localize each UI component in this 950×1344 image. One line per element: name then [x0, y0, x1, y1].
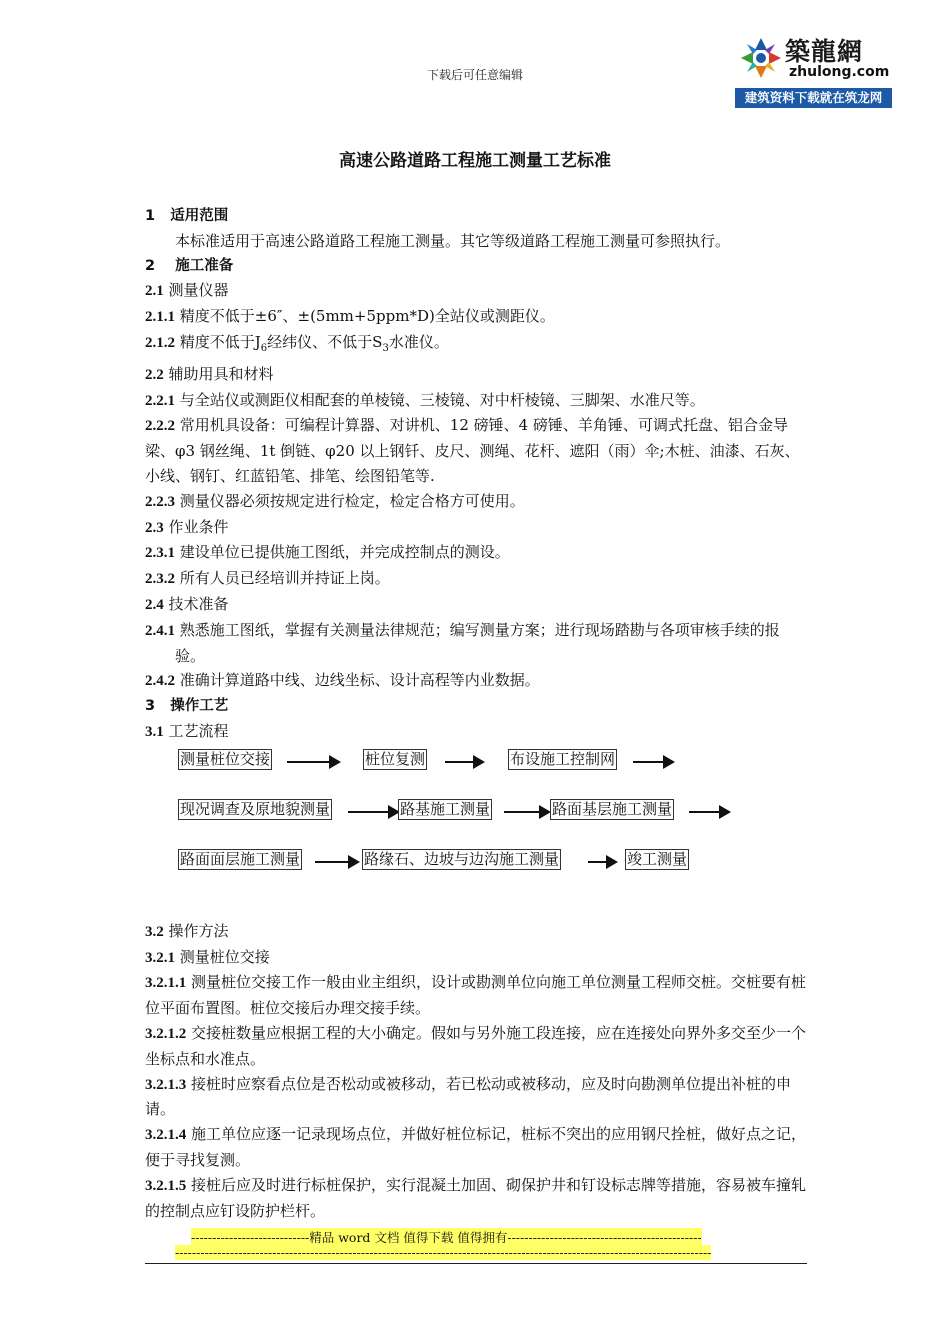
clause-number: 3.2.1.2	[145, 1025, 187, 1042]
clause-text: 操作方法	[163, 921, 229, 940]
clause-number: 2.3.2	[145, 571, 175, 588]
clause-3-2-1-1	[145, 970, 807, 1021]
clause-text: 辅助用具和材料	[168, 364, 274, 383]
subscript: 6	[260, 342, 268, 354]
logo-english-text: zhulong.com	[789, 64, 890, 80]
clause-3-2-1-3	[145, 1072, 807, 1123]
clause-number: 3.2.1.5	[145, 1177, 187, 1194]
flow-arrow	[287, 761, 339, 763]
flow-step-box: 竣工测量	[627, 849, 688, 868]
clause-2-3-2	[145, 566, 807, 592]
clause-2-3	[145, 515, 807, 541]
clause-2-2-1	[145, 388, 807, 414]
clause-text: 施工单位应逐一记录现场点位，并做好桩位标记，桩标不突出的应用钢尺拴桩，做好点之记，便于寻找复测。	[145, 1125, 807, 1169]
flow-step-box: 测量桩位交接	[180, 749, 271, 768]
clause-3-2-1	[145, 945, 807, 971]
clause-text: 工艺流程	[168, 721, 229, 740]
flow-step-box: 桩位复测	[365, 749, 426, 768]
section-number: 2	[145, 257, 156, 274]
clause-text: 测量仪器	[168, 281, 229, 300]
clause-number: 3.2.1.4	[145, 1127, 187, 1144]
clause-2-2-3	[145, 489, 807, 515]
header-note: 下载后可任意编辑	[426, 68, 523, 82]
section-1-text: 本标准适用于高速公路道路工程施工测量。其它等级道路工程施工测量可参照执行。	[175, 231, 731, 250]
footer-banner-line: ----------------------------精品 word 文档 值得下载 值得拥有----------------------------------------------	[191, 1230, 702, 1245]
flow-arrow	[445, 761, 483, 763]
clause-text: 与全站仪或测距仪相配套的单棱镜、三棱镜、对中杆棱镜、三脚架、水准尺等。	[179, 390, 705, 409]
clause-number: 3.2	[145, 923, 164, 940]
section-2-heading	[145, 254, 807, 279]
clause-number: 2.2.1	[145, 392, 175, 409]
clause-number: 3.2.1.3	[145, 1076, 187, 1093]
clause-3-2-1-5	[145, 1173, 807, 1224]
clause-number: 2.3	[145, 519, 164, 536]
clause-text: 接桩时应察看点位是否松动或被移动，若已松动或被移动，应及时向勘测单位提出补桩的申请。	[145, 1074, 792, 1119]
clause-3-1	[145, 719, 807, 745]
flow-step-box: 现况调查及原地貌测量	[180, 799, 331, 818]
clause-text: 技术准备	[168, 594, 229, 613]
clause-2-2-2	[145, 413, 807, 488]
clause-number: 3.2.1.1	[145, 975, 187, 992]
clause-number: 2.1.1	[145, 309, 175, 326]
clause-3-2	[145, 919, 807, 945]
flow-arrow	[689, 811, 729, 813]
subscript: 3	[382, 342, 389, 354]
clause-text: 测量仪器必须按规定进行检定，检定合格方可使用。	[179, 491, 525, 510]
clause-text: 熟悉施工图纸，掌握有关测量法律规范；编写测量方案；进行现场踏勘与各项审核手续的报验。	[175, 620, 780, 665]
clause-text: 准确计算道路中线、边线坐标、设计高程等内业数据。	[179, 671, 540, 690]
clause-number: 2.1	[145, 283, 164, 300]
snowflake-logo-icon	[739, 36, 783, 80]
section-title: 操作工艺	[170, 698, 229, 715]
clause-2-1-2	[145, 330, 807, 362]
clause-number: 2.2.2	[145, 418, 175, 435]
section-1-heading	[145, 204, 807, 229]
clause-2-4-1	[145, 618, 807, 669]
flow-arrow	[504, 811, 549, 813]
page-title: 高速公路道路工程施工测量工艺标准	[339, 151, 611, 171]
logo-top	[735, 30, 892, 86]
clause-number: 2.3.1	[145, 545, 175, 562]
clause-number: 2.4.1	[145, 622, 175, 639]
zhulong-logo[interactable]	[735, 30, 892, 108]
clause-text: 建设单位已提供施工图纸，并完成控制点的测设。	[179, 543, 510, 562]
section-3-heading	[145, 694, 807, 719]
clause-text: 作业条件	[168, 517, 229, 536]
section-title: 施工准备	[175, 257, 234, 274]
clause-number: 2.2	[145, 366, 164, 383]
clause-number: 2.1.2	[145, 334, 175, 351]
clause-number: 2.4.2	[145, 673, 175, 690]
clause-text: 常用机具设备：可编程计算器、对讲机、12 磅锤、4 磅锤、羊角锤、可调式托盘、铝合金导梁、φ3 钢丝绳、1t 倒链、φ20 以上钢钎、皮尺、测绳、花杆、遮阳（雨）伞;木桩、油漆、石灰、小线、钢钉、红蓝铅笔、排笔、绘图铅笔等.	[145, 416, 800, 485]
clause-number: 3.1	[145, 723, 164, 740]
flow-step-box: 路缘石、边坡与边沟施工测量	[364, 849, 560, 868]
clause-2-1	[145, 278, 807, 304]
clause-text: 精度不低于±6″、±(5mm+5ppm*D)全站仪或测距仪。	[179, 307, 555, 326]
flow-step-box: 路基施工测量	[400, 799, 491, 818]
flow-arrow	[633, 761, 673, 763]
section-number: 3	[145, 698, 156, 715]
clause-text: 测量桩位交接	[179, 947, 270, 966]
flow-step-box: 路面基层施工测量	[552, 799, 673, 818]
logo-chinese-text: 築龍網	[785, 37, 864, 66]
flow-arrow	[588, 861, 616, 863]
clause-number: 2.4	[145, 596, 164, 613]
clause-text: 经纬仪、不低于S	[267, 332, 383, 351]
clause-text: 所有人员已经培训并持证上岗。	[179, 569, 390, 588]
logo-banner: 建筑资料下载就在筑龙网	[735, 88, 892, 108]
footer-dash-line: -------------------------------------------------------------------------------------------------------------------------------	[175, 1245, 712, 1260]
clause-2-1-1	[145, 304, 807, 330]
clause-2-2	[145, 362, 807, 388]
clause-text: 测量桩位交接工作一般由业主组织，设计或勘测单位向施工单位测量工程师交桩。交桩要有桩位平面布置图。桩位交接后办理交接手续。	[145, 973, 807, 1018]
section-number: 1	[145, 208, 156, 224]
clause-2-4-2	[145, 668, 807, 694]
clause-number: 2.2.3	[145, 493, 175, 510]
flow-arrow	[348, 811, 398, 813]
clause-text: 交接桩数量应根据工程的大小确定。假如与另外施工段连接，应在连接处向界外多交至少一个坐标点和水准点。	[145, 1023, 807, 1068]
footer-rule	[145, 1263, 807, 1264]
process-flowchart	[145, 745, 807, 919]
section-title: 适用范围	[170, 208, 229, 224]
flow-arrow	[315, 861, 358, 863]
clause-2-4	[145, 592, 807, 618]
flow-step-box: 布设施工控制网	[510, 749, 616, 768]
clause-2-3-1	[145, 540, 807, 566]
clause-text: 精度不低于J	[179, 332, 261, 351]
document-body	[145, 204, 807, 1223]
clause-3-2-1-4	[145, 1122, 807, 1173]
flow-step-box: 路面面层施工测量	[180, 849, 301, 868]
clause-number: 3.2.1	[145, 949, 175, 966]
clause-text: 水准仪。	[388, 332, 449, 351]
clause-3-2-1-2	[145, 1021, 807, 1072]
clause-text: 接桩后应及时进行标桩保护，实行混凝土加固、砌保护井和钉设标志牌等措施，容易被车撞轧的控制点应钉设防护栏杆。	[145, 1175, 807, 1220]
